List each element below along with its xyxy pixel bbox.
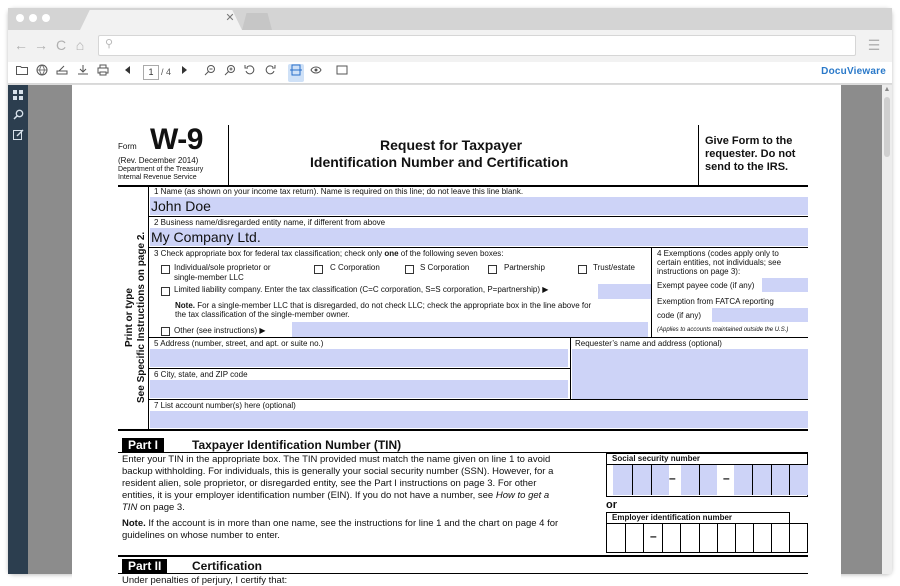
llc-label: Limited liability company. Enter the tax classification (C=C corporation, S=S corporation, P=partnership) ▶ — [174, 285, 549, 294]
ein-cell-divider — [643, 524, 644, 552]
line3-rule — [148, 337, 808, 338]
fatca-field[interactable] — [712, 308, 808, 322]
ssn-dash-1: – — [669, 471, 676, 485]
document-viewport[interactable] — [28, 85, 892, 586]
ein-cell-divider — [625, 524, 626, 552]
part2-label: Part II — [122, 559, 167, 573]
window-maximize-dot[interactable] — [42, 14, 50, 22]
brand-logo: DocuVieware — [821, 66, 886, 77]
give-form-line3: send to the IRS. — [705, 161, 789, 173]
business-name-value: My Company Ltd. — [151, 229, 261, 245]
annotate-icon[interactable] — [10, 129, 26, 145]
ein-cell-divider — [771, 524, 772, 552]
print-or-type-label: Print or type — [124, 288, 135, 347]
scanner-icon[interactable] — [54, 64, 70, 82]
applies-note: (Applies to accounts maintained outside the U.S.) — [657, 327, 789, 333]
partnership-checkbox[interactable] — [488, 265, 497, 274]
city-state-zip-field[interactable] — [150, 380, 568, 398]
line3-label: 3 Check appropriate box for federal tax classification; check only one of the following seven boxes: — [154, 249, 504, 258]
viewer-toolbar — [8, 62, 892, 84]
part2-title: Certification — [192, 559, 263, 573]
previous-page-icon[interactable] — [120, 64, 136, 82]
ein-cell-divider — [699, 524, 700, 552]
ssn-area-fill — [613, 465, 669, 495]
ein-cell-divider — [753, 524, 754, 552]
next-page-icon[interactable] — [176, 64, 192, 82]
reload-icon[interactable]: C — [55, 37, 67, 53]
line1-label: 1 Name (as shown on your income tax return). Name is required on this line; do not leave this line blank. — [154, 187, 524, 196]
new-tab-button[interactable] — [242, 13, 272, 30]
page-total: / 4 — [161, 67, 172, 77]
llc-note-line1: Note. For a single-member LLC that is disregarded, do not check LLC; check the appropriate box in the line above for — [175, 301, 592, 310]
line6-rule — [148, 399, 808, 400]
zoom-in-icon[interactable] — [222, 64, 238, 82]
line7-rule — [118, 429, 808, 431]
note2-line1: Note. If the account is in more than one name, see the instructions for line 1 and the chart on page 4 for — [122, 518, 559, 529]
form-title-line1: Request for Taxpayer — [380, 137, 523, 153]
give-form-line2: requester. Do not — [705, 148, 796, 160]
address-field[interactable] — [150, 349, 568, 367]
globe-icon[interactable] — [34, 64, 50, 82]
open-folder-icon[interactable] — [14, 64, 30, 82]
line1-rule — [148, 216, 808, 217]
hamburger-menu-icon[interactable]: ☰ — [867, 37, 881, 53]
tin-text-line5: TIN on page 3. — [122, 502, 185, 513]
thumbnails-icon[interactable] — [10, 89, 26, 105]
line2-label: 2 Business name/disregarded entity name, if different from above — [154, 218, 386, 227]
tin-text-line1: Enter your TIN in the appropriate box. The TIN provided must match the name given on line 1 to avoid — [122, 454, 551, 465]
pdf-page — [72, 85, 841, 585]
form-revision: (Rev. December 2014) — [118, 156, 199, 165]
exempt-payee-label: Exempt payee code (if any) — [657, 281, 755, 290]
ein-cell-divider — [680, 524, 681, 552]
eye-icon[interactable] — [308, 64, 324, 82]
trust-checkbox[interactable] — [578, 265, 587, 274]
give-form-line1: Give Form to the — [705, 135, 793, 147]
note2-line2: guidelines on whose number to enter. — [122, 530, 280, 541]
form-word: Form — [118, 142, 137, 151]
fit-width-icon[interactable] — [288, 64, 304, 82]
ssn-cell-divider — [752, 465, 753, 495]
ssn-cell-divider — [651, 465, 652, 495]
name-field[interactable] — [150, 197, 808, 215]
ccorp-label: C Corporation — [330, 263, 380, 272]
exempt-line2: certain entities, not individuals; see — [657, 258, 782, 267]
ssn-cell-divider — [632, 465, 633, 495]
part1-label: Part I — [122, 438, 164, 452]
line6-label: 6 City, state, and ZIP code — [154, 370, 248, 379]
address-bar[interactable] — [98, 35, 856, 56]
individual-label-2: single-member LLC — [174, 273, 244, 282]
requester-label: Requester’s name and address (optional) — [575, 339, 722, 348]
form-department: Department of the Treasury — [118, 166, 204, 173]
llc-checkbox[interactable] — [161, 287, 170, 296]
partnership-label: Partnership — [504, 263, 545, 272]
window-close-dot[interactable] — [16, 14, 24, 22]
line7-label: 7 List account number(s) here (optional) — [154, 401, 296, 410]
line5-rule — [148, 368, 570, 369]
trust-label: Trust/estate — [593, 263, 635, 272]
line5-label: 5 Address (number, street, and apt. or suite no.) — [154, 339, 324, 348]
exempt-payee-field[interactable] — [762, 278, 808, 292]
account-numbers-field[interactable] — [150, 411, 808, 428]
scorp-checkbox[interactable] — [405, 265, 414, 274]
exempt-line3: instructions on page 3): — [657, 267, 741, 276]
header-divider-right — [698, 125, 699, 185]
other-label: Other (see instructions) ▶ — [174, 326, 266, 335]
part1-bottom-rule — [118, 555, 808, 557]
ein-cell-divider — [789, 524, 790, 552]
tab-close-icon[interactable]: ✕ — [225, 12, 235, 24]
requester-field[interactable] — [572, 349, 808, 399]
or-text: or — [606, 499, 617, 511]
vertical-scrollbar[interactable] — [882, 85, 892, 574]
ssn-label: Social security number — [612, 454, 701, 463]
navigation-bar — [8, 30, 892, 62]
home-icon[interactable]: ⌂ — [75, 37, 85, 53]
exempt-line1: 4 Exemptions (codes apply only to — [657, 249, 779, 258]
browser-window — [8, 8, 892, 586]
header-divider-left — [228, 125, 229, 185]
part1-title: Taxpayer Identification Number (TIN) — [192, 438, 402, 452]
back-arrow-icon[interactable]: ← — [14, 37, 28, 53]
scroll-up-icon[interactable]: ▲ — [883, 86, 891, 93]
form-number: W-9 — [150, 123, 203, 156]
individual-checkbox[interactable] — [161, 265, 170, 274]
forward-arrow-icon[interactable]: → — [34, 37, 48, 53]
search-icon: ⚲ — [105, 38, 114, 50]
rotate-right-icon[interactable] — [262, 64, 278, 82]
tab-strip — [8, 8, 892, 30]
tin-text-line2: backup withholding. For individuals, this is generally your social security number (SSN). However, for a — [122, 466, 554, 477]
ein-cell-divider — [717, 524, 718, 552]
scroll-thumb[interactable] — [884, 97, 890, 157]
zoom-out-icon[interactable] — [202, 64, 218, 82]
other-field[interactable] — [292, 322, 648, 337]
ssn-cell-divider — [789, 465, 790, 495]
ein-cell-divider — [735, 524, 736, 552]
exemptions-divider — [651, 247, 652, 337]
line2-rule — [148, 247, 808, 248]
ssn-cell-divider — [771, 465, 772, 495]
ccorp-checkbox[interactable] — [314, 265, 323, 274]
rotate-left-icon[interactable] — [242, 64, 258, 82]
page-number-input[interactable]: 1 — [143, 65, 159, 80]
llc-note-line2: the tax classification of the single-member owner. — [175, 310, 350, 319]
fullscreen-icon[interactable] — [334, 64, 350, 82]
requester-divider — [570, 337, 571, 400]
active-tab[interactable] — [80, 10, 242, 30]
ein-field[interactable] — [606, 523, 808, 553]
window-minimize-dot[interactable] — [29, 14, 37, 22]
ein-label: Employer identification number — [612, 513, 733, 522]
fatca-line2: code (if any) — [657, 311, 702, 320]
fatca-line1: Exemption from FATCA reporting — [657, 297, 774, 306]
individual-label-1: Individual/sole proprietor or — [174, 263, 271, 272]
ssn-cell-divider — [699, 465, 700, 495]
ein-cell-divider — [662, 524, 663, 552]
business-name-field[interactable] — [150, 228, 808, 246]
scorp-label: S Corporation — [420, 263, 470, 272]
name-value: John Doe — [151, 198, 211, 214]
part2-rule — [118, 573, 808, 574]
ein-dash: – — [650, 529, 657, 543]
form-title-line2: Identification Number and Certification — [310, 154, 569, 170]
download-icon[interactable] — [75, 64, 91, 82]
print-icon[interactable] — [95, 64, 111, 82]
llc-classification-field[interactable] — [598, 284, 652, 299]
tin-text-line4: entities, it is your employer identification number (EIN). If you do not have a number, see How to get a — [122, 490, 550, 501]
form-irs: Internal Revenue Service — [118, 174, 197, 181]
specific-instructions-label: See Specific Instructions on page 2. — [136, 231, 147, 403]
search-panel-icon[interactable] — [10, 109, 26, 125]
side-label-divider — [148, 186, 149, 429]
tin-text-line3: resident alien, sole proprietor, or disregarded entity, see the Part I instructions on page 3. For other — [122, 478, 537, 489]
ssn-dash-2: – — [723, 471, 730, 485]
other-checkbox[interactable] — [161, 327, 170, 336]
certification-text: Under penalties of perjury, I certify that: — [122, 575, 288, 586]
side-panel — [8, 85, 28, 574]
